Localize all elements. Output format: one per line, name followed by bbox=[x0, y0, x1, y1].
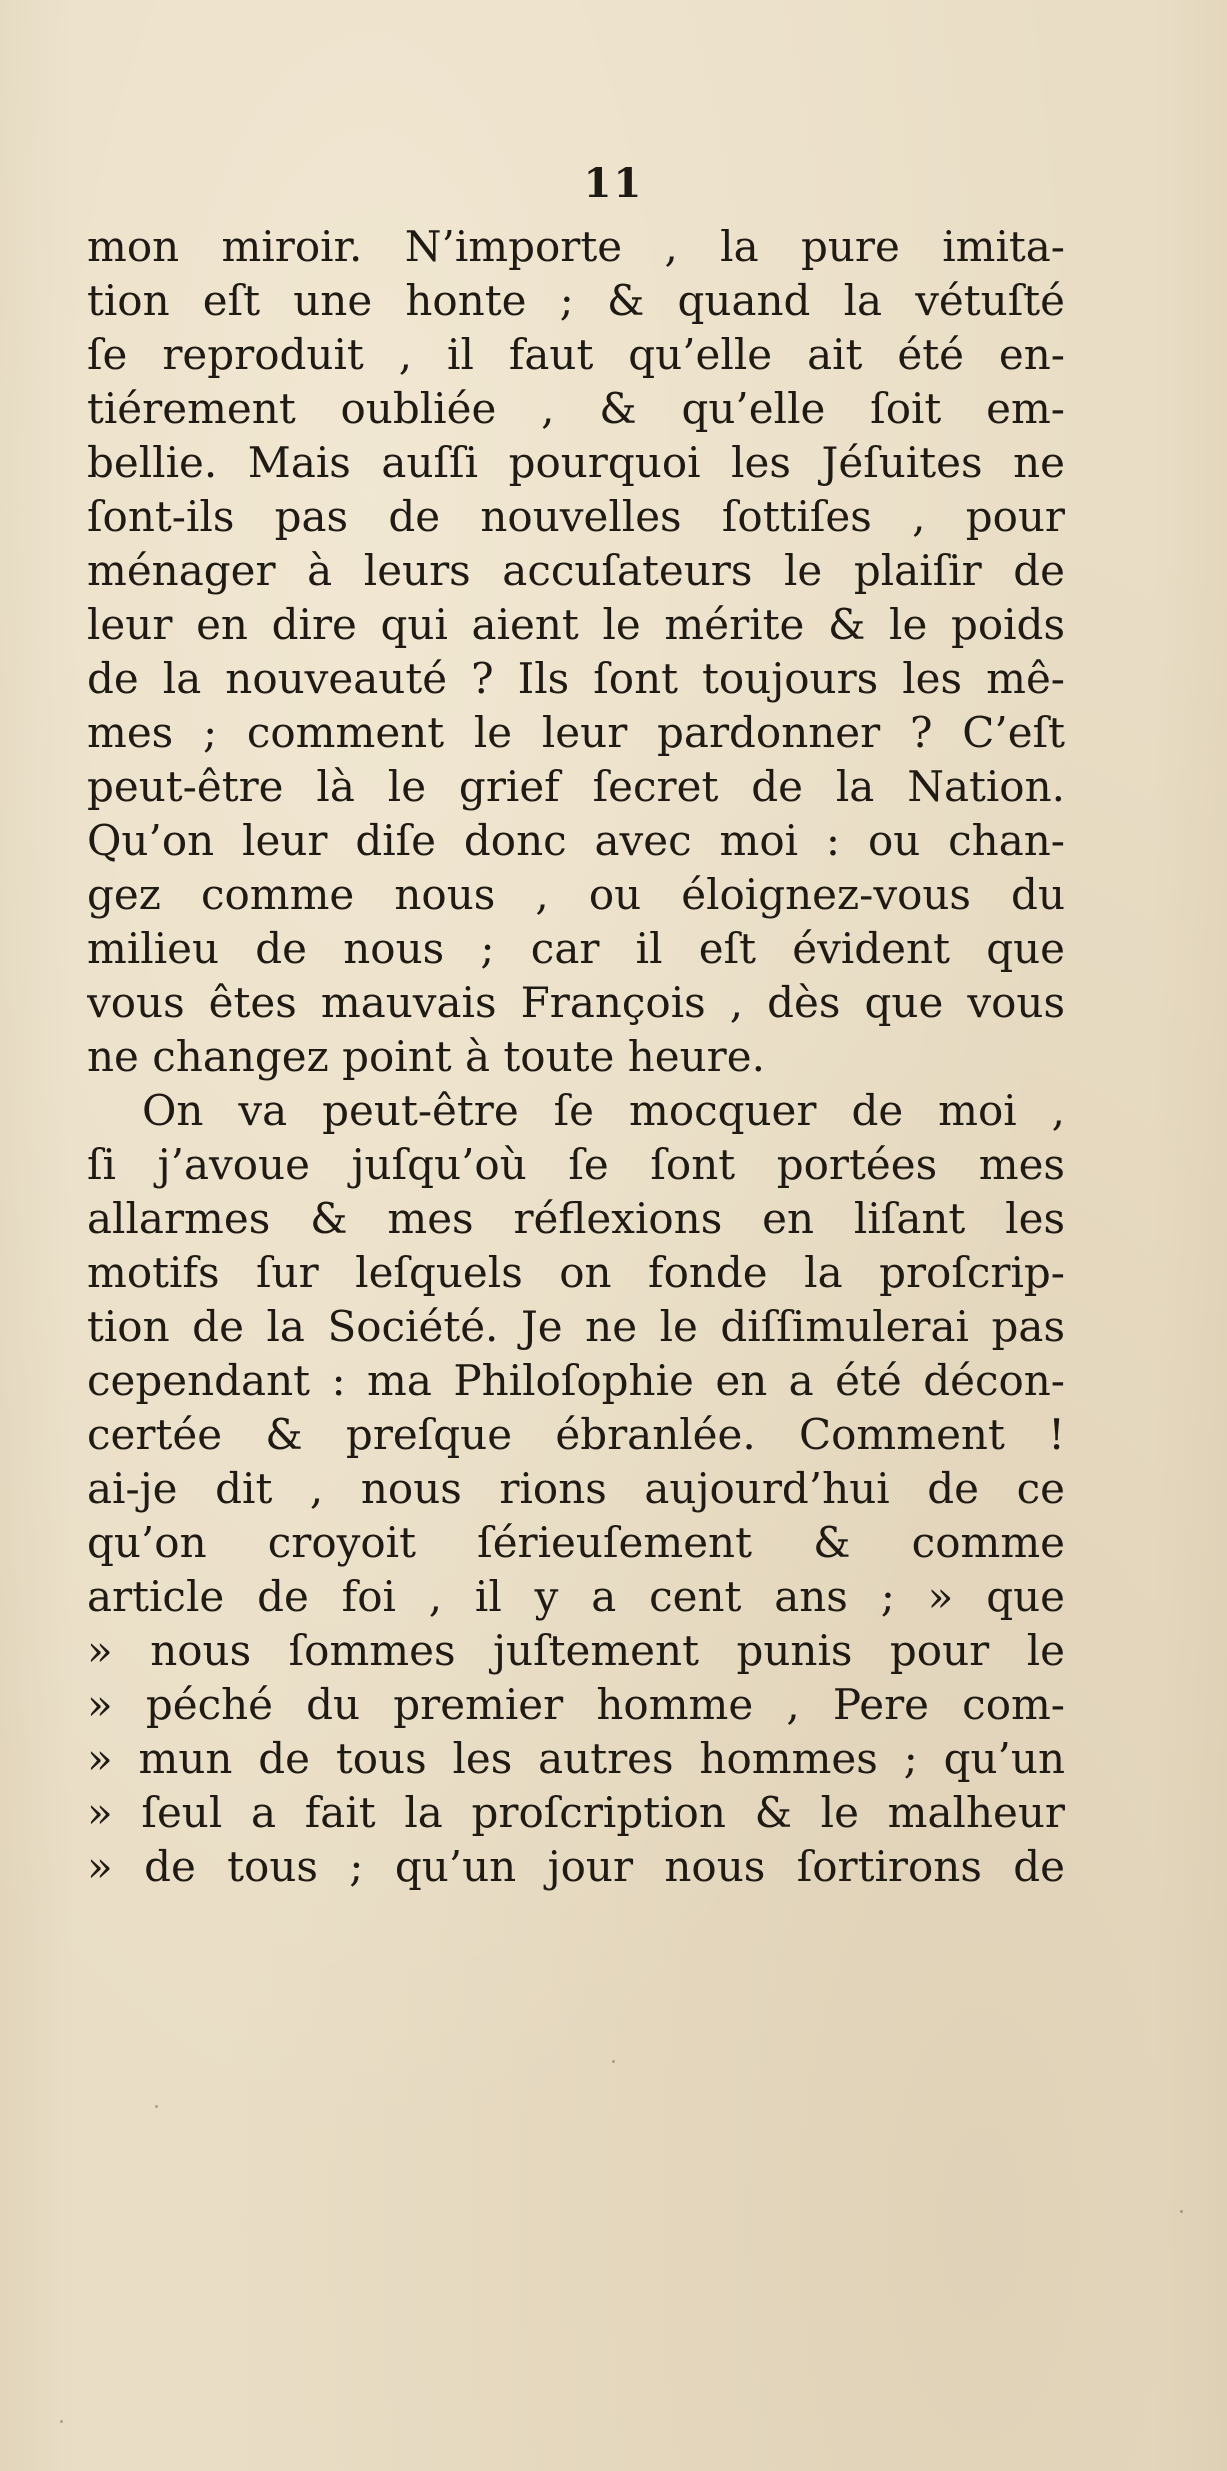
text-line: Qu’on leur diſe donc avec moi : ou chan- bbox=[87, 816, 1065, 865]
text-line: certée & preſque ébranlée. Comment ! bbox=[87, 1410, 1065, 1459]
text-line: tion de la Société. Je ne le diſſimulerai pas bbox=[87, 1302, 1065, 1351]
text-line: tion eſt une honte ; & quand la vétuſté bbox=[87, 276, 1065, 325]
text-line: milieu de nous ; car il eſt évident que bbox=[87, 924, 1065, 973]
text-line: gez comme nous , ou éloignez-vous du bbox=[87, 870, 1065, 919]
text-line: ménager à leurs accuſateurs le plaiſir de bbox=[87, 546, 1065, 595]
text-line: vous êtes mauvais François , dès que vous bbox=[87, 978, 1065, 1027]
text-line: ai-je dit , nous rions aujourd’hui de ce bbox=[87, 1464, 1065, 1513]
text-line: allarmes & mes réflexions en liſant les bbox=[87, 1194, 1065, 1243]
paragraph-end-line: ne changez point à toute heure. bbox=[87, 1032, 765, 1081]
text-line: de la nouveauté ? Ils ſont toujours les mê- bbox=[87, 654, 1065, 703]
paragraph-start-line: On va peut-être ſe mocquer de moi , bbox=[142, 1086, 1065, 1135]
text-line: bellie. Mais auſſi pourquoi les Jéſuites ne bbox=[87, 438, 1065, 487]
page-number: 11 bbox=[583, 160, 644, 207]
text-line: » de tous ; qu’un jour nous ſortirons de bbox=[87, 1842, 1065, 1891]
text-line: peut-être là le grief ſecret de la Nation. bbox=[87, 762, 1065, 811]
text-line: » nous ſommes juſtement punis pour le bbox=[87, 1626, 1065, 1675]
paper-speck bbox=[612, 2060, 615, 2063]
text-line: ſe reproduit , il faut qu’elle ait été en- bbox=[87, 330, 1065, 379]
text-line: » péché du premier homme , Pere com- bbox=[87, 1680, 1065, 1729]
body-text bbox=[87, 220, 1065, 1894]
text-line: cependant : ma Philoſophie en a été décon- bbox=[87, 1356, 1065, 1405]
paper-speck bbox=[1180, 2210, 1183, 2213]
text-line: qu’on croyoit ſérieuſement & comme bbox=[87, 1518, 1065, 1567]
text-line: » ſeul a fait la proſcription & le malheur bbox=[87, 1788, 1065, 1837]
text-line: leur en dire qui aient le mérite & le poids bbox=[87, 600, 1065, 649]
paper-speck bbox=[60, 2420, 63, 2423]
text-line: article de foi , il y a cent ans ; » que bbox=[87, 1572, 1065, 1621]
text-line: » mun de tous les autres hommes ; qu’un bbox=[87, 1734, 1065, 1783]
text-line: mes ; comment le leur pardonner ? C’eſt bbox=[87, 708, 1065, 757]
text-line: tiérement oubliée , & qu’elle ſoit em- bbox=[87, 384, 1065, 433]
text-line: motifs ſur leſquels on fonde la proſcrip- bbox=[87, 1248, 1065, 1297]
text-line: ſont-ils pas de nouvelles ſottiſes , pour bbox=[87, 492, 1065, 541]
paper-speck bbox=[155, 2105, 158, 2108]
text-line: ſi j’avoue juſqu’où ſe ſont portées mes bbox=[87, 1140, 1065, 1189]
text-line: mon miroir. N’importe , la pure imita- bbox=[87, 222, 1065, 271]
